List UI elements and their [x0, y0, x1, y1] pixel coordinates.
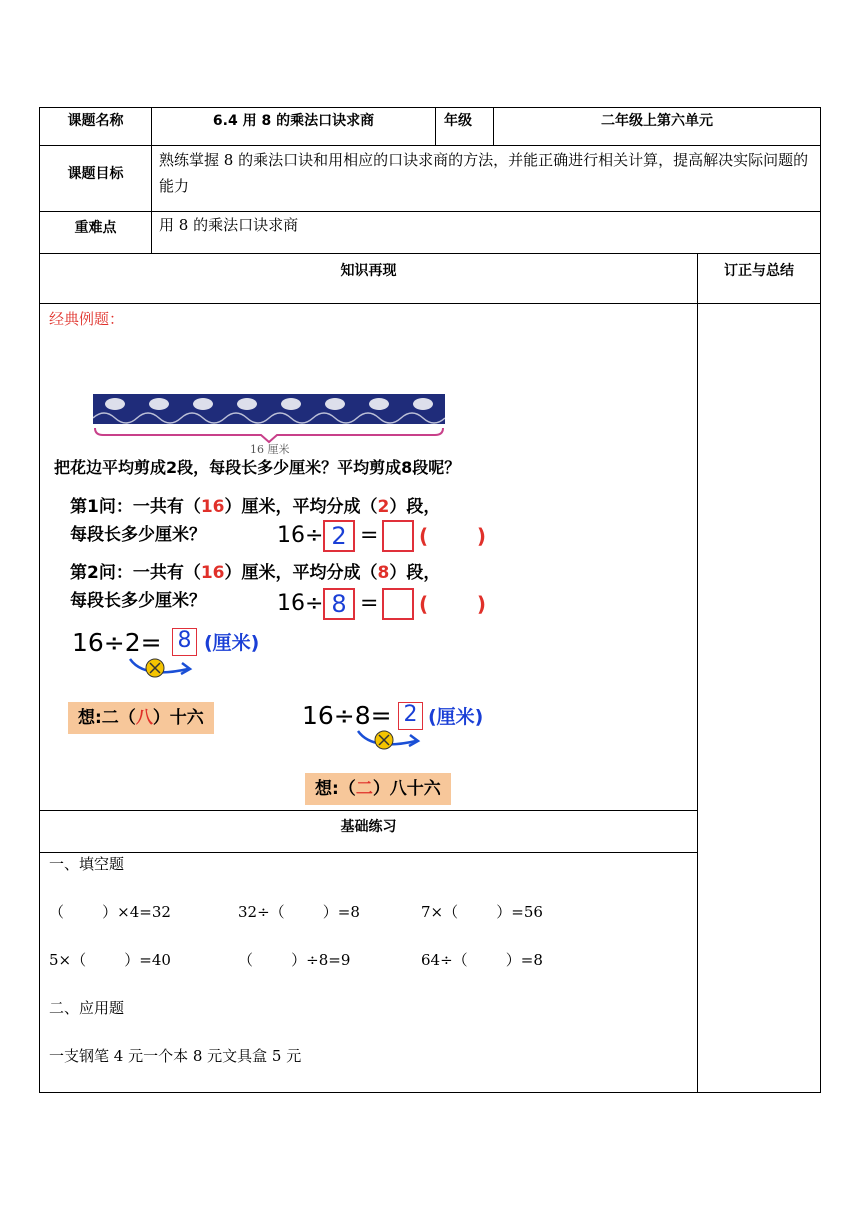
basic-heading: 基础练习 — [340, 819, 397, 835]
answer-2-equation: 16÷8= — [302, 701, 392, 730]
answer-1-unit: (厘米) — [204, 632, 260, 654]
answer-1-box[interactable] — [382, 520, 414, 552]
equation-2-divisor: 8 — [323, 588, 355, 620]
answer-2-unit-paren: ( ) — [419, 592, 487, 616]
answer-1-unit-paren: ( ) — [419, 524, 487, 548]
example-question: 把花边平均剪成2段，每段长多少厘米？平均剪成8段呢？ — [54, 458, 461, 477]
row-divider — [39, 810, 697, 811]
multiply-arrow-1-icon — [126, 655, 196, 683]
think-hint-2: 想:（二）八十六 — [305, 773, 451, 805]
equation-1-left: 16÷ — [277, 523, 324, 548]
application-problem-text: 一支钢笔 4 元一个本 8 元文具盒 5 元 — [49, 1047, 302, 1065]
think-hint-1: 想:二（八）十六 — [68, 702, 214, 734]
grade-label: 年级 — [444, 113, 472, 129]
answer-1-value: 8 — [172, 628, 197, 656]
length-label: 16 厘米 — [250, 443, 290, 456]
fill-item[interactable]: 7×（ ）=56 — [421, 903, 543, 921]
row-divider — [39, 852, 697, 853]
equation-1-equals: = — [360, 523, 379, 548]
question-2-line-1: 第2问：一共有（16）厘米，平均分成（8）段， — [70, 563, 441, 583]
key-value: 用 8 的乘法口诀求商 — [159, 216, 299, 234]
key-label: 重难点 — [74, 220, 117, 236]
fill-section-title: 一、填空题 — [49, 855, 125, 873]
answer-2-box[interactable] — [382, 588, 414, 620]
table-border-left — [39, 107, 40, 1093]
equation-2-equals: = — [360, 591, 379, 616]
fill-item[interactable]: （ ）×4=32 — [49, 903, 171, 921]
question-1-line-2: 每段长多少厘米？ — [70, 525, 206, 545]
row-divider — [39, 145, 821, 146]
table-border-top — [39, 107, 821, 108]
fill-item[interactable]: 5×（ ）=40 — [49, 951, 171, 969]
review-heading: 订正与总结 — [724, 263, 794, 279]
knowledge-heading: 知识再现 — [340, 263, 397, 279]
fill-item[interactable]: （ ）÷8=9 — [238, 951, 351, 969]
example-label: 经典例题： — [49, 310, 125, 328]
answer-2-unit: (厘米) — [428, 706, 484, 728]
topic-label: 课题名称 — [67, 113, 124, 129]
question-1-line-1: 第1问：一共有（16）厘米，平均分成（2）段， — [70, 497, 441, 517]
fill-item[interactable]: 64÷（ ）=8 — [421, 951, 543, 969]
answer-2-value: 2 — [398, 702, 423, 730]
fill-item[interactable]: 32÷（ ）=8 — [238, 903, 360, 921]
lace-border-image — [93, 390, 446, 450]
multiply-arrow-2-icon — [354, 727, 426, 755]
equation-2-left: 16÷ — [277, 591, 324, 616]
column-divider — [435, 107, 436, 146]
goal-label: 课题目标 — [67, 166, 124, 182]
topic-value: 6.4 用 8 的乘法口诀求商 — [212, 113, 375, 129]
equation-1-divisor: 2 — [323, 520, 355, 552]
goal-value: 熟练掌握 8 的乘法口诀和用相应的口诀求商的方法，并能正确进行相关计算，提高解决实际问题的能力 — [159, 151, 809, 195]
row-divider — [39, 253, 821, 254]
table-border-right — [820, 107, 821, 1093]
column-divider — [697, 253, 698, 1093]
grade-value: 二年级上第六单元 — [601, 113, 713, 129]
row-divider — [39, 303, 821, 304]
table-border-bottom — [39, 1092, 821, 1093]
answer-1-equation: 16÷2= — [72, 628, 162, 657]
row-divider — [39, 211, 821, 212]
question-2-line-2: 每段长多少厘米？ — [70, 591, 206, 611]
application-section-title: 二、应用题 — [49, 999, 125, 1017]
